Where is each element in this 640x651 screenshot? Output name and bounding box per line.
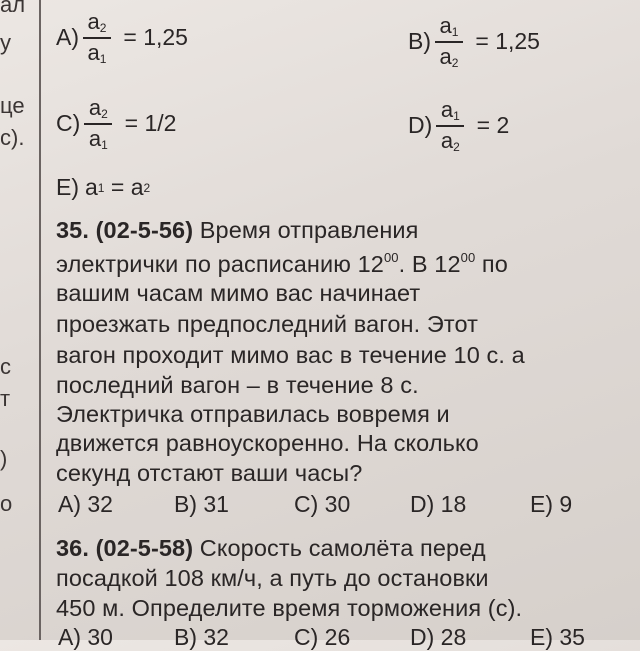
subscript: 2 [143, 180, 151, 195]
problem-35-line: движется равноускоренно. На сколько [56, 430, 479, 456]
subscript: 1 [451, 25, 459, 39]
subscript: 1 [99, 51, 107, 66]
subscript: 2 [453, 139, 460, 154]
problem-text: Время отправления [193, 217, 419, 243]
problem-36-line: 450 м. Определите время торможения (с). [56, 595, 523, 621]
numerator: a [88, 95, 102, 120]
answer-option: B) 32 [174, 624, 229, 650]
answer-option: C) 30 [294, 491, 351, 517]
option-a [56, 10, 188, 65]
answer-option: C) 26 [294, 624, 351, 650]
margin-fragment: ) [0, 446, 8, 471]
option-letter: C) [56, 110, 81, 137]
problem-35-line: проезжать предпоследний вагон. Этот [56, 311, 479, 337]
subscript: 2 [101, 107, 108, 121]
denominator: a [439, 43, 452, 69]
answer-option: D) 28 [410, 624, 467, 650]
problem-text: . В 12 [398, 251, 461, 277]
problem-35-line: вагон проходит мимо вас в течение 10 с. а [56, 342, 525, 368]
variable: a [130, 174, 144, 200]
problem-35-line: Электричка отправилась вовремя и [56, 401, 450, 427]
superscript: 00 [460, 250, 476, 265]
margin-fragment: т [0, 386, 11, 411]
problem-text: по [475, 251, 508, 277]
problem-36-line: посадкой 108 км/ч, а путь до остановки [56, 565, 489, 591]
margin-fragment: о [0, 491, 13, 516]
fraction [436, 98, 464, 153]
option-letter: A) [56, 24, 79, 51]
problem-number: 35. (02-5-56) [56, 217, 194, 243]
option-letter: E) [56, 174, 79, 200]
option-e [56, 176, 150, 199]
option-letter: D) [408, 112, 433, 139]
superscript: 00 [383, 250, 399, 265]
margin-fragment: с [0, 354, 11, 379]
margin-fragment: ал [0, 0, 26, 17]
margin-fragment: це [0, 93, 25, 118]
answer-option: E) 35 [530, 624, 585, 650]
option-value: = 2 [470, 112, 510, 139]
option-value: = 1,25 [469, 28, 540, 55]
option-value: = 1/2 [118, 110, 177, 137]
denominator: a [88, 125, 102, 151]
problem-text: электрички по расписанию 12 [56, 251, 384, 277]
problem-35-line: вашим часам мимо вас начинает [56, 280, 421, 306]
subscript: 2 [451, 55, 459, 70]
problem-35-line [56, 251, 508, 277]
option-value: = 1,25 [117, 24, 188, 51]
fraction [435, 14, 463, 69]
numerator: a [87, 9, 100, 34]
subscript: 1 [101, 137, 108, 152]
option-letter: B) [408, 28, 431, 55]
problem-36-line [56, 537, 486, 561]
fraction [84, 96, 112, 151]
problem-text: Скорость самолёта перед [193, 535, 486, 561]
subscript: 2 [99, 21, 107, 35]
answer-option: B) 31 [174, 491, 229, 517]
problem-35-line [56, 219, 418, 243]
problem-35-line: секунд отстают ваши часы? [56, 460, 363, 486]
answer-option: A) 32 [58, 491, 113, 517]
fraction [83, 10, 111, 65]
column-divider [39, 0, 41, 640]
answer-option: E) 9 [530, 491, 573, 517]
problem-35-answers [58, 491, 598, 517]
variable: a [85, 174, 98, 200]
problem-35-line: последний вагон – в течение 8 с. [56, 372, 419, 398]
problem-number: 36. (02-5-58) [56, 535, 194, 561]
problem-36-answers [58, 624, 598, 650]
answer-option: D) 18 [410, 491, 467, 517]
margin-fragment: с). [0, 125, 25, 150]
numerator: a [440, 97, 454, 122]
option-d [408, 98, 509, 153]
subscript: 1 [97, 180, 105, 195]
denominator: a [440, 127, 454, 153]
numerator: a [439, 13, 452, 38]
margin-fragment: у [0, 30, 11, 55]
answer-option: A) 30 [58, 624, 113, 650]
option-c [56, 96, 176, 151]
subscript: 1 [453, 109, 460, 123]
option-b [408, 14, 540, 69]
equals-sign: = [104, 174, 131, 200]
denominator: a [87, 39, 100, 65]
